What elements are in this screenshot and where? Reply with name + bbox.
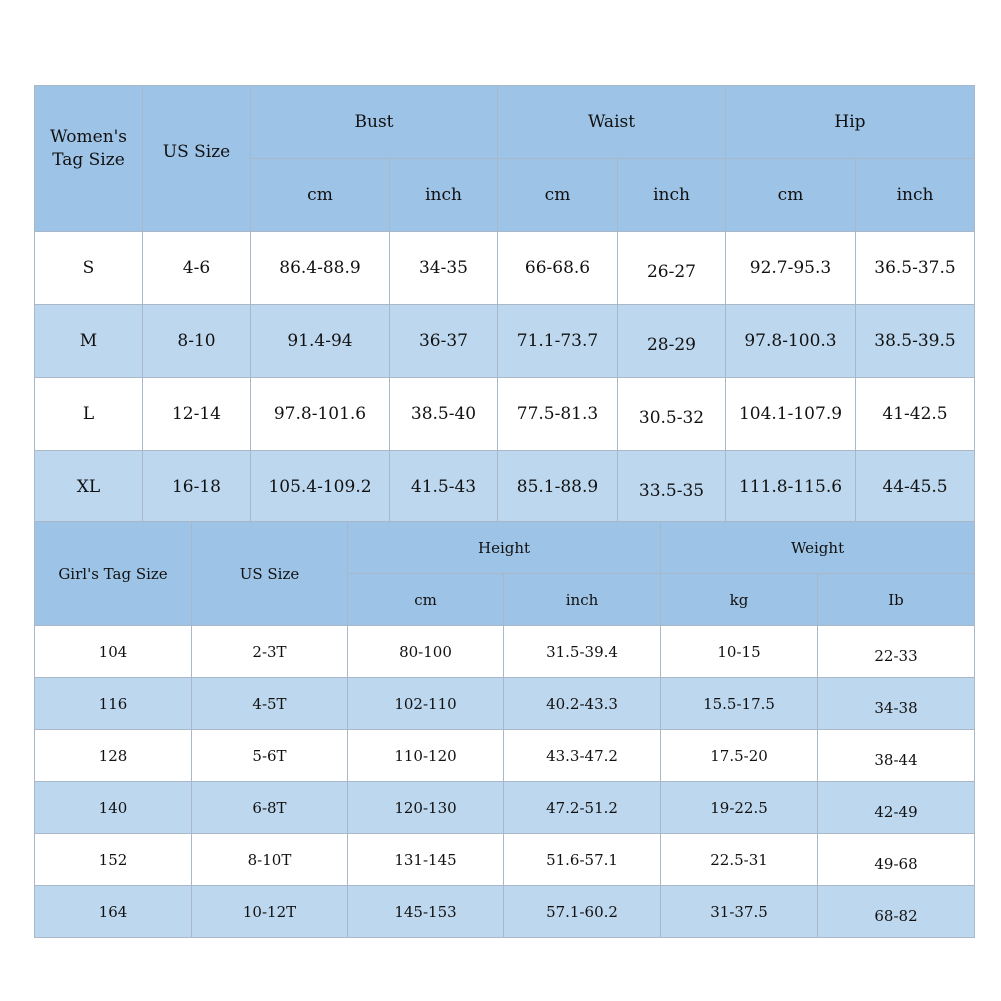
table-cell: 12-14	[143, 378, 251, 451]
height-inch-header: inch	[504, 574, 661, 626]
table-cell: XL	[35, 451, 143, 524]
table-cell: S	[35, 232, 143, 305]
table-cell: 145-153	[348, 886, 504, 938]
table-cell: 85.1-88.9	[498, 451, 618, 524]
table-cell: 110-120	[348, 730, 504, 782]
table-cell: 2-3T	[192, 626, 348, 678]
table-cell: 8-10	[143, 305, 251, 378]
women-tag-size-header: Women's Tag Size	[35, 86, 143, 232]
table-row	[35, 730, 975, 782]
table-row	[35, 626, 975, 678]
hip-header: Hip	[726, 86, 975, 159]
table-cell: 140	[35, 782, 192, 834]
table-cell: 111.8-115.6	[726, 451, 856, 524]
waist-header: Waist	[498, 86, 726, 159]
table-cell: 104.1-107.9	[726, 378, 856, 451]
table-cell: 16-18	[143, 451, 251, 524]
table-cell: 36.5-37.5	[856, 232, 975, 305]
table-row	[35, 678, 975, 730]
table-cell: 22-33	[818, 626, 975, 678]
table-cell: 34-35	[390, 232, 498, 305]
table-row	[35, 834, 975, 886]
weight-lb-header: Ib	[818, 574, 975, 626]
table-cell: 49-68	[818, 834, 975, 886]
table-cell: 97.8-100.3	[726, 305, 856, 378]
waist-inch-header: inch	[618, 159, 726, 232]
table-cell: 44-45.5	[856, 451, 975, 524]
table-cell: 40.2-43.3	[504, 678, 661, 730]
hip-cm-header: cm	[726, 159, 856, 232]
table-cell: 120-130	[348, 782, 504, 834]
table-cell: 68-82	[818, 886, 975, 938]
girls-us-size-header: US Size	[192, 522, 348, 626]
table-cell: 6-8T	[192, 782, 348, 834]
table-cell: 15.5-17.5	[661, 678, 818, 730]
table-cell: 34-38	[818, 678, 975, 730]
table-cell: 102-110	[348, 678, 504, 730]
table-cell: 131-145	[348, 834, 504, 886]
table-cell: 26-27	[618, 232, 726, 305]
table-cell: 66-68.6	[498, 232, 618, 305]
height-header: Height	[348, 522, 661, 574]
table-row	[35, 451, 975, 524]
table-cell: 71.1-73.7	[498, 305, 618, 378]
table-cell: 105.4-109.2	[251, 451, 390, 524]
women-us-size-header: US Size	[143, 86, 251, 232]
table-cell: 86.4-88.9	[251, 232, 390, 305]
table-cell: 31.5-39.4	[504, 626, 661, 678]
table-cell: 33.5-35	[618, 451, 726, 524]
table-cell: 41-42.5	[856, 378, 975, 451]
table-cell: 38.5-39.5	[856, 305, 975, 378]
girls-header-row	[35, 522, 975, 574]
table-cell: 28-29	[618, 305, 726, 378]
weight-kg-header: kg	[661, 574, 818, 626]
table-cell: 4-5T	[192, 678, 348, 730]
table-cell: 17.5-20	[661, 730, 818, 782]
table-cell: 43.3-47.2	[504, 730, 661, 782]
table-cell: 22.5-31	[661, 834, 818, 886]
table-cell: 8-10T	[192, 834, 348, 886]
table-cell: 104	[35, 626, 192, 678]
weight-header: Weight	[661, 522, 975, 574]
girls-tag-size-header: Girl's Tag Size	[35, 522, 192, 626]
table-cell: 77.5-81.3	[498, 378, 618, 451]
table-cell: 97.8-101.6	[251, 378, 390, 451]
table-row	[35, 232, 975, 305]
table-cell: 19-22.5	[661, 782, 818, 834]
table-cell: 116	[35, 678, 192, 730]
table-cell: 51.6-57.1	[504, 834, 661, 886]
bust-header: Bust	[251, 86, 498, 159]
table-cell: 41.5-43	[390, 451, 498, 524]
table-cell: 4-6	[143, 232, 251, 305]
bust-inch-header: inch	[390, 159, 498, 232]
table-row	[35, 378, 975, 451]
waist-cm-header: cm	[498, 159, 618, 232]
table-cell: 164	[35, 886, 192, 938]
table-cell: 80-100	[348, 626, 504, 678]
table-cell: 152	[35, 834, 192, 886]
table-cell: 10-15	[661, 626, 818, 678]
women-header-row	[35, 86, 975, 159]
girls-size-table	[34, 521, 975, 938]
hip-inch-header: inch	[856, 159, 975, 232]
table-cell: 38-44	[818, 730, 975, 782]
women-size-table	[34, 85, 975, 524]
table-cell: 128	[35, 730, 192, 782]
table-cell: 47.2-51.2	[504, 782, 661, 834]
table-cell: 92.7-95.3	[726, 232, 856, 305]
table-row	[35, 305, 975, 378]
table-cell: 57.1-60.2	[504, 886, 661, 938]
table-cell: 30.5-32	[618, 378, 726, 451]
table-row	[35, 886, 975, 938]
bust-cm-header: cm	[251, 159, 390, 232]
table-cell: 38.5-40	[390, 378, 498, 451]
table-cell: 36-37	[390, 305, 498, 378]
table-cell: L	[35, 378, 143, 451]
table-cell: 31-37.5	[661, 886, 818, 938]
table-row	[35, 782, 975, 834]
table-cell: 42-49	[818, 782, 975, 834]
table-cell: 5-6T	[192, 730, 348, 782]
table-cell: 91.4-94	[251, 305, 390, 378]
table-cell: 10-12T	[192, 886, 348, 938]
table-cell: M	[35, 305, 143, 378]
height-cm-header: cm	[348, 574, 504, 626]
